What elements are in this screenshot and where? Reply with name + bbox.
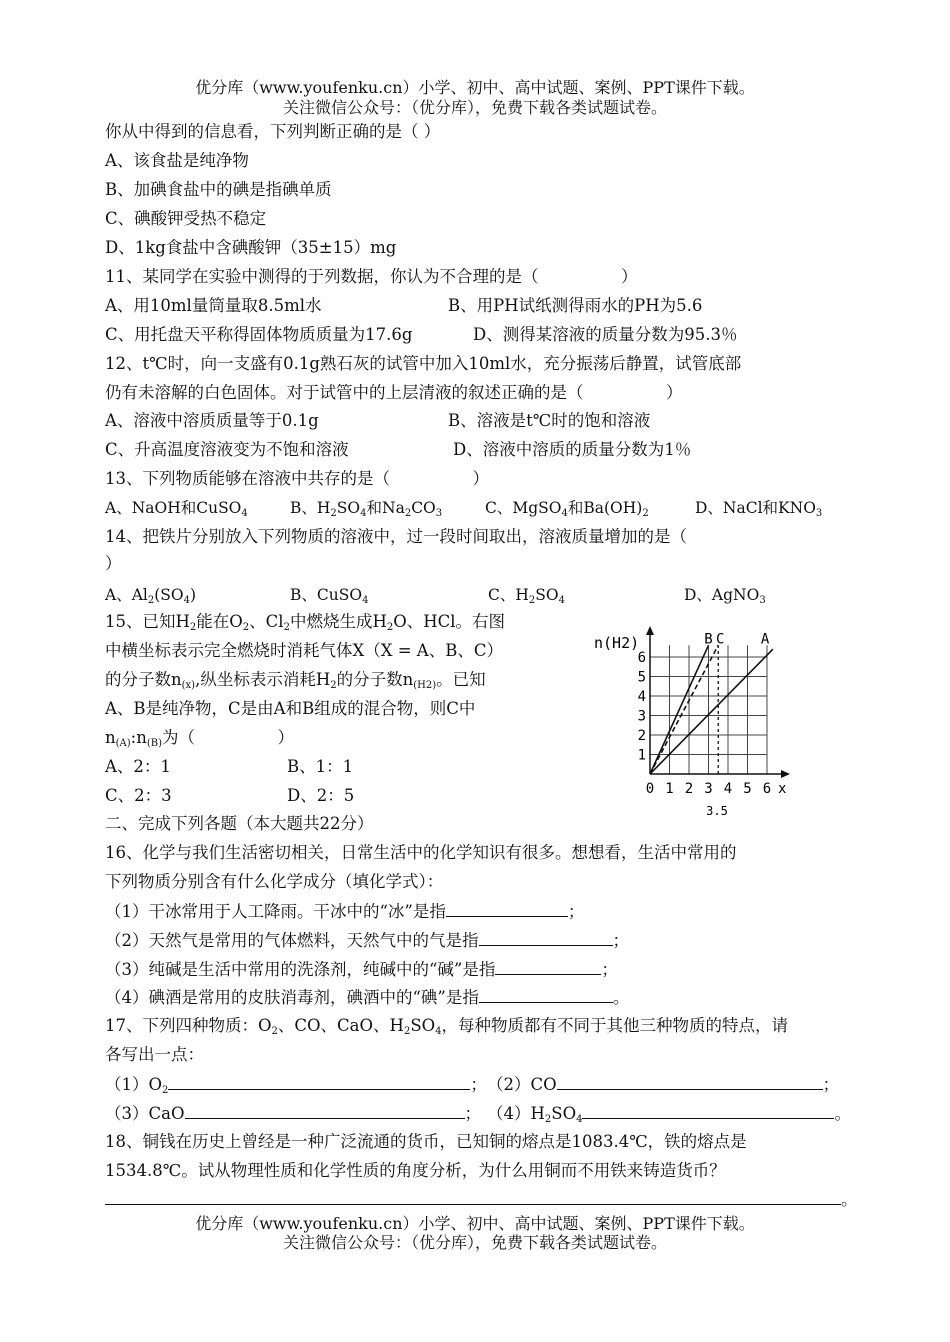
q12-option-d: D、溶液中溶质的质量分数为1％ — [453, 440, 692, 459]
q10-option-a: A、该食盐是纯净物 — [105, 151, 249, 170]
q11-stem: 11、某同学在实验中测得的于列数据，你认为不合理的是（ ） — [105, 267, 638, 286]
q12-row2 — [105, 439, 691, 461]
q11-option-a: A、用10ml量筒量取8.5ml水 — [105, 296, 322, 315]
graph-ylabel: n(H2) — [594, 634, 640, 652]
q17-row2: （3）CaO ； $(4)H_2SO_4$ 。 — [105, 1104, 851, 1125]
q12-option-c: C、升高温度溶液变为不饱和溶液 — [105, 440, 349, 459]
page-footer-line2: 关注微信公众号：（优分库），免费下载各类试题试卷。 — [282, 1233, 667, 1252]
q13-options-row: A、NaOH和CuSO$_4$ B、$H_2SO_4$和$Na_2CO_3$ C、MgSO$_4$和$Ba(OH)_2$ D、NaCl和$KNO_3$ — [105, 499, 823, 519]
y-tick-label: 5 — [637, 669, 646, 686]
q18-stem-line2: 1534.8℃。试从物理性质和化学性质的角度分析，为什么用铜而不用铁来铸造货币？ — [105, 1161, 726, 1180]
q18-answer-row: 。 — [105, 1188, 858, 1211]
q15-line1: 15、已知$H_2$能在$O_2$、$Cl_2$中燃烧生成$H_2O$、HCl。右图 — [105, 612, 506, 633]
q15-row2 — [105, 785, 354, 807]
answer-blank-17-2[interactable] — [557, 1073, 823, 1090]
q10-option-d: D、1kg食盐中含碘酸钾（35±15）mg — [105, 238, 397, 257]
q10-option-c: C、碘酸钾受热不稳定 — [105, 209, 267, 228]
line-label-A: A — [760, 631, 770, 648]
line-A — [650, 649, 773, 774]
y-tick-label: 4 — [637, 689, 646, 705]
x-tick-label: 0 — [645, 781, 655, 797]
answer-blank-16-4[interactable] — [479, 986, 613, 1003]
q16-part1: （1）干冰常用于人工降雨。干冰中的“冰”是指 ； — [105, 902, 585, 921]
q15-line5: $n_{(A)}:n_{(B)}$为（ ） — [105, 728, 295, 749]
q11-row1 — [105, 295, 702, 317]
q11-option-c: C、用托盘天平称得固体物质质量为17.6g — [105, 325, 413, 344]
q12-option-b: B、溶液是t℃时的饱和溶液 — [448, 411, 651, 430]
x-tick-label: 3 — [704, 781, 713, 797]
x-tick-label: 6 — [762, 781, 772, 797]
y-tick-label: 6 — [637, 650, 646, 666]
q11-option-b: B、用PH试纸测得雨水的PH为5.6 — [448, 296, 703, 315]
q15-option-b: B、1：1 — [287, 757, 354, 776]
q12-stem-line2: 仍有未溶解的白色固体。对于试管中的上层清液的叙述正确的是（ ） — [105, 383, 683, 402]
page-footer-line1: 优分库（www.youfenku.cn）小学、初中、高中试题、案例、PPT课件下载。 — [195, 1214, 755, 1233]
y-tick-label: 1 — [637, 747, 646, 764]
q12-row1 — [105, 410, 650, 432]
answer-blank-16-1[interactable] — [446, 900, 568, 917]
q15-line4: A、B是纯净物，C是由A和B组成的混合物，则C中 — [105, 699, 476, 718]
q16-stem-line1: 16、化学与我们生活密切相关，日常生活中的化学知识有很多。想想看，生活中常用的 — [105, 843, 737, 862]
x-axis-arrow-icon — [781, 770, 790, 778]
q12-stem-line1: 12、t℃时，向一支盛有0.1g熟石灰的试管中加入10ml水，充分振荡后静置，试管底部 — [105, 354, 742, 373]
q16-part3: （3）纯碱是生活中常用的洗涤剂，纯碱中的“碱”是指 ； — [105, 960, 618, 979]
page-header-line2: 关注微信公众号：（优分库），免费下载各类试题试卷。 — [282, 98, 667, 117]
x-tick-label: 4 — [723, 781, 733, 797]
page-header-line1: 优分库（www.youfenku.cn）小学、初中、高中试题、案例、PPT课件下载。 — [195, 78, 755, 97]
graph-xlabel: x — [778, 781, 787, 797]
q15-option-a: A、2：1 — [105, 757, 171, 776]
y-axis-arrow-icon — [646, 626, 654, 635]
graph-x-extra-label: 3.5 — [706, 804, 728, 818]
answer-blank-17-4[interactable] — [582, 1102, 834, 1119]
q15-option-d: D、2：5 — [287, 786, 355, 805]
q10-option-b: B、加碘食盐中的碘是指碘单质 — [105, 180, 332, 199]
q13-stem: 13、下列物质能够在溶液中共存的是（ ） — [105, 469, 489, 488]
q10-stem: 你从中得到的信息看，下列判断正确的是（ ） — [105, 122, 441, 141]
answer-blank-17-3[interactable] — [185, 1102, 465, 1119]
q16-part2: （2）天然气是常用的气体燃料，天然气中的气是指 ； — [105, 931, 629, 950]
q14-options-row: A、$Al_2(SO_4)$ B、CuSO$_4$ C、$H_2SO_4$ D、AgNO$_3$ — [105, 586, 766, 606]
q12-option-a: A、溶液中溶质质量等于0.1g — [105, 411, 319, 430]
line-label-B: B — [704, 631, 713, 648]
x-tick-label: 5 — [743, 781, 752, 797]
answer-blank-16-3[interactable] — [495, 958, 601, 975]
answer-blank-16-2[interactable] — [479, 929, 613, 946]
q11-option-d: D、测得某溶液的质量分数为95.3％ — [473, 325, 738, 344]
q11-row2 — [105, 324, 737, 346]
q15-option-c: C、2：3 — [105, 786, 172, 805]
q17-row1: $(1)O_2$ ；（2）CO ； — [105, 1075, 840, 1096]
x-tick-label: 1 — [665, 781, 674, 797]
q15-row1 — [105, 756, 353, 778]
y-tick-label: 3 — [637, 708, 646, 725]
q16-part4: （4）碘酒是常用的皮肤消毒剂，碘酒中的“碘”是指 。 — [105, 988, 630, 1007]
q18-stem-line1: 18、铜钱在历史上曾经是一种广泛流通的货币，已知铜的熔点是1083.4℃，铁的熔点是 — [105, 1132, 747, 1151]
q14-stem-line1: 14、把铁片分别放入下列物质的溶液中，过一段时间取出，溶液质量增加的是（ — [105, 527, 687, 546]
q16-stem-line2: 下列物质分别含有什么化学成分（填化学式）： — [105, 872, 444, 891]
q15-line2: 中横坐标表示完全燃烧时消耗气体X（X = A、B、C） — [105, 641, 503, 660]
section2-title: 二、完成下列各题（本大题共22分） — [105, 814, 374, 833]
answer-blank-18[interactable] — [105, 1188, 841, 1205]
q15-graph — [590, 622, 800, 822]
answer-blank-17-1[interactable] — [168, 1073, 470, 1090]
q17-stem-line1: 17、下列四种物质：$O_2$、CO、CaO、$H_2SO_4$，每种物质都有不同于其他三种物质的特点，请 — [105, 1016, 789, 1037]
q17-stem-line2: 各写出一点： — [105, 1045, 204, 1064]
line-label-C: C — [715, 631, 725, 648]
x-tick-label: 2 — [684, 781, 694, 797]
q15-line3: 的分子数$n_{(x)}$,纵坐标表示消耗$H_2$的分子数$n_{(H2)}$。已知 — [105, 670, 486, 691]
q14-stem-line2: ） — [105, 554, 122, 573]
y-tick-label: 2 — [637, 728, 646, 744]
